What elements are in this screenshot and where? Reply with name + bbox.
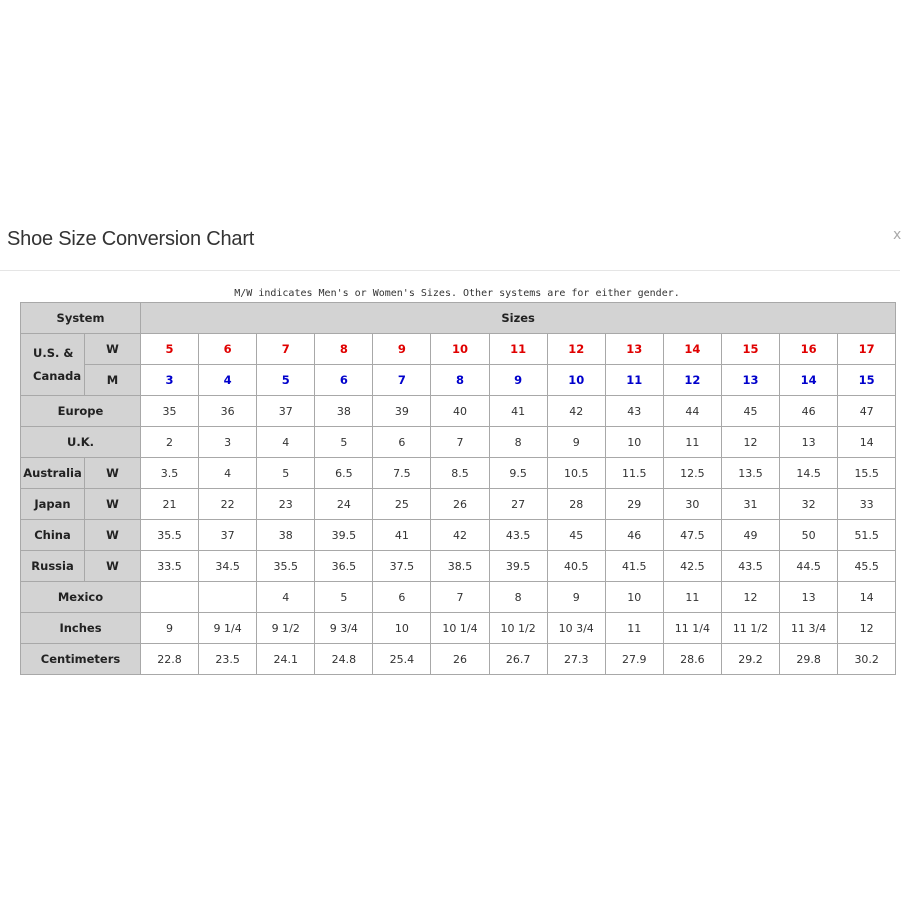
size-row-europe	[21, 396, 896, 427]
size-cell: 35.5	[257, 551, 315, 582]
size-cell: 41	[489, 396, 547, 427]
size-cell: 31	[721, 489, 779, 520]
size-cell: 12	[721, 582, 779, 613]
us-m-size-cell: 4	[199, 365, 257, 396]
us-canada-label-line2: Canada	[33, 368, 82, 383]
size-cell: 27.3	[547, 644, 605, 675]
size-cell: 26	[431, 489, 489, 520]
size-cell: 22.8	[141, 644, 199, 675]
system-label: Australia	[21, 458, 85, 489]
size-cell: 6	[373, 582, 431, 613]
us-w-size-cell: 13	[605, 334, 663, 365]
system-label: Centimeters	[21, 644, 141, 675]
size-cell: 43	[605, 396, 663, 427]
size-cell: 6.5	[315, 458, 373, 489]
size-row-china	[21, 520, 896, 551]
size-cell: 32	[780, 489, 838, 520]
size-cell: 39.5	[315, 520, 373, 551]
size-cell: 9	[547, 582, 605, 613]
size-cell: 25	[373, 489, 431, 520]
size-cell: 22	[199, 489, 257, 520]
system-label: Inches	[21, 613, 141, 644]
size-cell: 11	[663, 582, 721, 613]
size-cell: 12	[721, 427, 779, 458]
size-cell: 36.5	[315, 551, 373, 582]
size-cell: 14.5	[780, 458, 838, 489]
size-cell: 25.4	[373, 644, 431, 675]
size-cell: 30	[663, 489, 721, 520]
size-cell: 9.5	[489, 458, 547, 489]
size-cell: 33.5	[141, 551, 199, 582]
us-m-size-cell: 15	[838, 365, 896, 396]
size-cell: 4	[199, 458, 257, 489]
size-row-inches	[21, 613, 896, 644]
us-canada-m-row	[21, 365, 896, 396]
size-cell: 14	[838, 582, 896, 613]
size-cell: 45	[721, 396, 779, 427]
header-row	[21, 303, 896, 334]
size-cell: 38.5	[431, 551, 489, 582]
size-cell: 24.8	[315, 644, 373, 675]
size-cell	[141, 582, 199, 613]
size-cell: 46	[605, 520, 663, 551]
us-m-size-cell: 14	[780, 365, 838, 396]
us-w-size-cell: 16	[780, 334, 838, 365]
us-m-size-cell: 10	[547, 365, 605, 396]
system-label: Mexico	[21, 582, 141, 613]
size-cell: 12.5	[663, 458, 721, 489]
us-w-size-cell: 17	[838, 334, 896, 365]
size-cell: 49	[721, 520, 779, 551]
close-icon[interactable]: x	[893, 227, 901, 243]
size-cell: 23.5	[199, 644, 257, 675]
us-canada-w-row	[21, 334, 896, 365]
size-cell: 29.8	[780, 644, 838, 675]
size-cell: 11 3/4	[780, 613, 838, 644]
size-cell: 13	[780, 427, 838, 458]
size-cell: 11 1/4	[663, 613, 721, 644]
us-m-size-cell: 5	[257, 365, 315, 396]
size-cell: 30.2	[838, 644, 896, 675]
us-canada-w-label: W	[85, 334, 141, 365]
us-w-size-cell: 12	[547, 334, 605, 365]
size-cell: 24	[315, 489, 373, 520]
size-cell: 4	[257, 427, 315, 458]
size-cell: 50	[780, 520, 838, 551]
size-cell: 39.5	[489, 551, 547, 582]
size-cell: 34.5	[199, 551, 257, 582]
size-row-australia	[21, 458, 896, 489]
us-canada-label	[21, 334, 85, 396]
size-cell: 40	[431, 396, 489, 427]
size-cell: 3	[199, 427, 257, 458]
size-cell: 10	[373, 613, 431, 644]
size-cell: 11	[605, 613, 663, 644]
size-cell: 24.1	[257, 644, 315, 675]
size-cell: 47	[838, 396, 896, 427]
size-cell: 11 1/2	[721, 613, 779, 644]
us-m-size-cell: 3	[141, 365, 199, 396]
us-w-size-cell: 7	[257, 334, 315, 365]
size-cell: 40.5	[547, 551, 605, 582]
size-cell: 43.5	[489, 520, 547, 551]
size-row-japan	[21, 489, 896, 520]
modal-title: Shoe Size Conversion Chart	[7, 228, 255, 250]
size-cell: 11.5	[605, 458, 663, 489]
size-cell: 35	[141, 396, 199, 427]
us-canada-label-line1: U.S. &	[33, 345, 74, 360]
size-cell: 44	[663, 396, 721, 427]
size-cell: 37	[257, 396, 315, 427]
size-cell: 3.5	[141, 458, 199, 489]
us-w-size-cell: 15	[721, 334, 779, 365]
size-cell: 41.5	[605, 551, 663, 582]
gender-label: W	[85, 551, 141, 582]
size-cell: 14	[838, 427, 896, 458]
size-cell: 2	[141, 427, 199, 458]
system-label: Russia	[21, 551, 85, 582]
size-row-russia	[21, 551, 896, 582]
size-cell: 45	[547, 520, 605, 551]
system-label: China	[21, 520, 85, 551]
size-cell: 39	[373, 396, 431, 427]
size-cell: 9 1/4	[199, 613, 257, 644]
us-m-size-cell: 9	[489, 365, 547, 396]
system-label: Europe	[21, 396, 141, 427]
size-cell: 9 3/4	[315, 613, 373, 644]
size-cell: 9 1/2	[257, 613, 315, 644]
size-cell: 51.5	[838, 520, 896, 551]
us-w-size-cell: 5	[141, 334, 199, 365]
system-header: System	[21, 303, 141, 334]
size-cell: 47.5	[663, 520, 721, 551]
us-w-size-cell: 6	[199, 334, 257, 365]
size-cell: 27	[489, 489, 547, 520]
size-cell: 8	[489, 582, 547, 613]
size-cell: 36	[199, 396, 257, 427]
size-cell: 5	[315, 582, 373, 613]
size-cell: 28	[547, 489, 605, 520]
us-m-size-cell: 6	[315, 365, 373, 396]
size-cell: 13.5	[721, 458, 779, 489]
size-cell: 23	[257, 489, 315, 520]
size-cell: 15.5	[838, 458, 896, 489]
us-w-size-cell: 14	[663, 334, 721, 365]
size-cell: 12	[838, 613, 896, 644]
us-canada-m-label: M	[85, 365, 141, 396]
size-cell: 11	[663, 427, 721, 458]
us-w-size-cell: 8	[315, 334, 373, 365]
system-label: U.K.	[21, 427, 141, 458]
size-row-mexico	[21, 582, 896, 613]
size-cell: 10.5	[547, 458, 605, 489]
sizes-header: Sizes	[141, 303, 896, 334]
size-cell: 33	[838, 489, 896, 520]
size-cell: 21	[141, 489, 199, 520]
size-cell: 7	[431, 427, 489, 458]
gender-label: W	[85, 458, 141, 489]
size-row-u-k	[21, 427, 896, 458]
shoe-size-table	[20, 302, 896, 675]
size-cell: 38	[315, 396, 373, 427]
size-cell: 35.5	[141, 520, 199, 551]
size-cell: 5	[315, 427, 373, 458]
size-cell: 37	[199, 520, 257, 551]
gender-note: M/W indicates Men's or Women's Sizes. Other systems are for either gender.	[234, 288, 680, 299]
size-cell: 13	[780, 582, 838, 613]
system-label: Japan	[21, 489, 85, 520]
size-cell: 10	[605, 582, 663, 613]
us-w-size-cell: 11	[489, 334, 547, 365]
size-cell: 26	[431, 644, 489, 675]
gender-label: W	[85, 520, 141, 551]
us-m-size-cell: 8	[431, 365, 489, 396]
size-cell: 9	[547, 427, 605, 458]
size-cell: 41	[373, 520, 431, 551]
size-cell: 6	[373, 427, 431, 458]
size-cell: 46	[780, 396, 838, 427]
us-m-size-cell: 13	[721, 365, 779, 396]
size-cell: 43.5	[721, 551, 779, 582]
modal-header	[0, 220, 900, 271]
size-cell: 9	[141, 613, 199, 644]
size-cell: 37.5	[373, 551, 431, 582]
size-cell: 29	[605, 489, 663, 520]
size-cell: 8.5	[431, 458, 489, 489]
size-cell: 38	[257, 520, 315, 551]
size-cell: 28.6	[663, 644, 721, 675]
size-cell: 10	[605, 427, 663, 458]
size-cell: 42	[431, 520, 489, 551]
size-cell: 8	[489, 427, 547, 458]
size-cell: 42	[547, 396, 605, 427]
size-row-centimeters	[21, 644, 896, 675]
size-cell: 7	[431, 582, 489, 613]
us-m-size-cell: 12	[663, 365, 721, 396]
size-cell: 5	[257, 458, 315, 489]
size-cell: 7.5	[373, 458, 431, 489]
size-cell: 10 1/2	[489, 613, 547, 644]
us-w-size-cell: 10	[431, 334, 489, 365]
size-cell: 45.5	[838, 551, 896, 582]
us-w-size-cell: 9	[373, 334, 431, 365]
size-cell	[199, 582, 257, 613]
size-cell: 26.7	[489, 644, 547, 675]
size-cell: 10 1/4	[431, 613, 489, 644]
size-cell: 44.5	[780, 551, 838, 582]
us-m-size-cell: 7	[373, 365, 431, 396]
size-cell: 42.5	[663, 551, 721, 582]
us-m-size-cell: 11	[605, 365, 663, 396]
size-cell: 4	[257, 582, 315, 613]
size-cell: 29.2	[721, 644, 779, 675]
size-cell: 27.9	[605, 644, 663, 675]
size-cell: 10 3/4	[547, 613, 605, 644]
gender-label: W	[85, 489, 141, 520]
